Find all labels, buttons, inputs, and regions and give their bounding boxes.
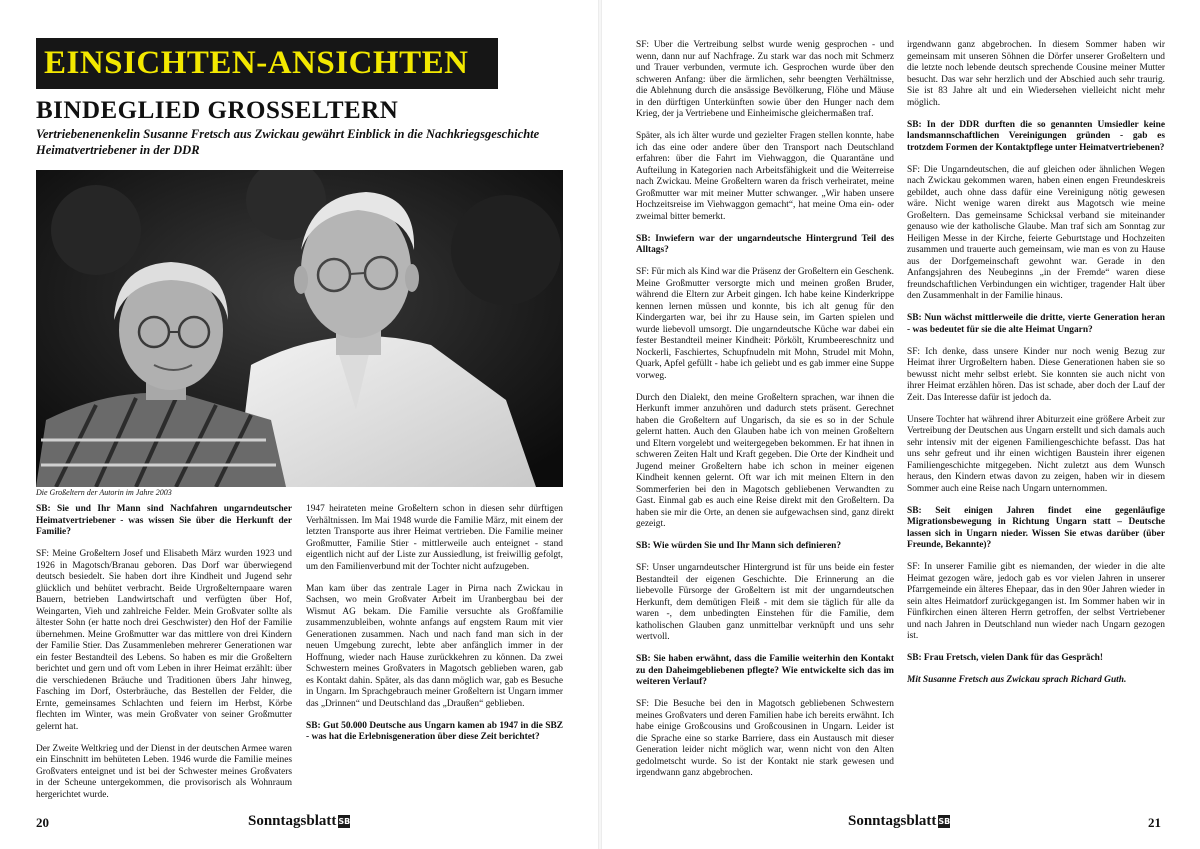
interview-question: SB: Sie und Ihr Mann sind Nachfahren ungarndeutscher Heimatvertriebener - was wissen Sie über die Herkunft der Familie? — [36, 504, 292, 537]
interview-question: SB: Seit einigen Jahren findet eine gegenläufige Migrationsbewegung in Richtung Ungarn statt – Deutsche lassen sich in Ungarn nieder. Wissen Sie etwas darüber (über Freunde, Bekannte)? — [907, 505, 1165, 550]
interview-answer: Man kam über das zentrale Lager in Pirna nach Zwickau in Sachsen, wo mein Großvater Arbeit im Uranbergbau bei der Wismut AG bekam. Die Familie versuchte als Großfamilie zusammenzubleiben, wohnte anfangs auf engstem Raum mit vier Generationen zusammen. Nach und nach fand man sich in der neuen Umgebung zurecht, lebte aber anfänglich immer in der Hoffnung, wieder nach Hause zurückkehren zu können. Da zwei Schwestern meines Großvaters in Magotsch geblieben waren, gab es Kontakt dahin. Später, als das dann möglich war, gab es Besuche in Ungarn. Im Sprachgebrauch meiner Großeltern ist Ungarn immer das „Drinnen“ und Deutschland das „Draußen“ geblieben. — [306, 583, 563, 709]
right-page — [600, 0, 1200, 849]
interview-question: SB: Inwiefern war der ungarndeutsche Hintergrund Teil des Alltags? — [636, 233, 894, 255]
interview-answer: SF: Über die Vertreibung selbst wurde wenig gesprochen - und wenn, dann nur auf Nachfrage. Zu stark war das noch mit Schmerz und Trauer verbunden, vermute ich. Gesprochen wurde über den schweren Anfang: über die ärmlichen, sehr beengten Verhältnisse, die Ablehnung durch die ansässige Bevölkerung, Flöhe und Mäuse in den dürftigen Unterkünften sowie über den Hunger nach dem Krieg, der ja Vertriebene und Einheimische gleichermaßen traf. — [636, 40, 894, 119]
interview-answer: SF: Die Ungarndeutschen, die auf gleichen oder ähnlichen Wegen nach Zwickau gekommen waren, haben einen engen Freundeskreis gebildet, auch ohne dass dafür eine Vereinigung nötig gewesen wäre. Nicht wenige waren direkt aus Magotsch wie meine Großeltern. Das gemeinsame Schicksal verband sie miteinander genauso wie der katholische Glaube. Man traf sich am Sonntag zur Heiligen Messe in der Kirche, feierte Geburtstage und Hochzeiten zusammen und trauerte auch gemeinsam, wie man es von zu Hause aus der Dorfgemeinschaft gewohnt war. Gerade in den Anfangsjahren des Neubeginns „in der Fremde“ waren diese freundschaftlichen Verbindungen ein wichtiger, tragender Halt über den Zusammenhalt in der Familie hinaus. — [907, 164, 1165, 301]
interview-question: SB: In der DDR durften die so genannten Umsiedler keine landsmannschaftlichen Vereinigungen gründen - gab es trotzdem Formen der Kontaktpflege unter Heimatvertriebenen? — [907, 119, 1165, 153]
interview-answer: 1947 heirateten meine Großeltern schon in diesen sehr dürftigen Verhältnissen. Im Mai 1948 wurde die Familie März, mit einem der letzten Transporte aus ihrer Heimat vertrieben. Die Familie meiner Großmutter, Familie Stier - mittlerweile auch enteignet - stand eigentlich nicht auf der Liste zur Aussiedlung, ist freiwillig gefolgt, um den Familienverbund mit der Tochter nicht aufzugeben. — [306, 504, 563, 572]
masthead-text: Sonntagsblatt — [848, 813, 937, 829]
text-column-2 — [306, 504, 563, 812]
interview-answer: Später, als ich älter wurde und gezielter Fragen stellen konnte, habe ich das eine oder andere über den Transport nach Deutschland erfahren: über die Fahrt im Viehwaggon, die Quarantäne und Aufteilung in Kategorien nach Arbeitsfähigkeit und die Weiterreise nach Zwickau. Meine Großeltern waren da frisch verheiratet, meine Großmutter war mit meiner Mutter schwanger. „Wir haben unsere Hochzeitsreise im Viehwaggon gemacht“, hat meine Oma ein- oder zweimal bitter bemerkt. — [636, 131, 894, 222]
interview-credit: Mit Susanne Fretsch aus Zwickau sprach Richard Guth. — [907, 675, 1127, 685]
section-banner — [36, 38, 498, 89]
masthead-logo-icon: SB — [938, 817, 951, 826]
masthead-left — [248, 813, 350, 830]
interview-question: SB: Sie haben erwähnt, dass die Familie weiterhin den Kontakt zu den Daheimgebliebenen pflegte? Wie entwickelte sich das im weiteren Verlauf? — [636, 654, 894, 687]
interview-answer: SF: In unserer Familie gibt es niemanden, der wieder in die alte Heimat gezogen wäre, jedoch gab es vor vielen Jahren in unserer Pfarrgemeinde ein älteres Ehepaar, das in den 90er Jahren wieder in sein altes Heimatdorf zurückgegangen ist. Im Sommer haben wir in Fünfkirchen einen älteren Herrn getroffen, der selbst Vertriebener und nach Jahren in Deutschland nun wieder nach Ungarn gezogen ist. — [907, 562, 1165, 641]
interview-answer: SF: Für mich als Kind war die Präsenz der Großeltern ein Geschenk. Meine Großmutter versorgte mich und meinen großen Bruder, während die Eltern zur Arbeit gingen. Ich habe keine Kinderkrippe kennen lernen müssen und konnte, bis ich alt genug für den Kindergarten war, bei ihr zu Hause sein, im Garten spielen und wurde liebevoll umsorgt. Die ungarndeutsche Küche war dabei ein fester Bestandteil meiner Kindheit: Pörkölt, Krumbeereschnitz und Nockerli, Faschiertes, Schupfnudeln mit Mohn, Strudel mit Mohn, Quark, Apfel gefüllt - habe ich geliebt und es gab immer eine Suppe vorweg. — [636, 267, 894, 381]
interview-question: SB: Nun wächst mittlerweile die dritte, vierte Generation heran - was bedeutet für sie die alte Heimat Ungarn? — [907, 313, 1165, 335]
interview-answer: Der Zweite Weltkrieg und der Dienst in der deutschen Armee waren ein Einschnitt im behüteten Leben. 1946 wurde die Familie meines Großvaters enteignet und ist bei der Schwester meines Großvaters in der Scheune untergekommen, die provisorisch als Wohnraum hergerichtet wurde. — [36, 743, 292, 800]
masthead-right — [848, 813, 950, 830]
page-number-left: 20 — [36, 815, 49, 830]
interview-answer: SF: Unser ungarndeutscher Hintergrund ist für uns beide ein fester Bestandteil der eigenen Geschichte. Die Erinnerung an die liebevolle Fürsorge der Großeltern ist mit der ungarndeutschen Herkunft, dem demütigen Fleiß - mit dem sie täglich für alle da waren -, dem unbedingten Einstehen für die Familie, dem katholischen Glauben ganz unmittelbar verknüpft und uns sehr wertvoll. — [636, 563, 894, 642]
text-column-4 — [907, 40, 1165, 810]
grandparents-photo — [36, 170, 563, 487]
text-column-1 — [36, 504, 292, 812]
masthead-logo-icon: SB — [338, 817, 351, 826]
section-banner-text: EINSICHTEN-ANSICHTEN — [44, 45, 469, 81]
page-number-right: 21 — [1148, 815, 1161, 830]
interview-answer: Unsere Tochter hat während ihrer Abiturzeit eine größere Arbeit zur Vertreibung der Deutschen aus Ungarn erstellt und sich damals auch sehr intensiv mit der eigenen Familiengeschichte befasst. Das hat uns sehr gefreut und ihr einen wichtigen Baustein ihrer eigenen Familiengeschichte mitgegeben. Nicht zuletzt aus dem Wunsch heraus, den Kindern etwas davon zu zeigen, haben wir in diesem Sommer auch eine Reise nach Ungarn unternommen. — [907, 414, 1165, 494]
interview-answer: SF: Ich denke, dass unsere Kinder nur noch wenig Bezug zur Heimat ihrer Urgroßeltern haben. Diese Generationen haben sie so bewusst nicht mehr selbst erlebt. Sie konnten sie auch nicht von ihrer Heimat erzählen hören. Das ist schade, aber doch der Lauf der Zeit. Das Interesse dafür ist jedoch da. — [907, 346, 1165, 403]
text-column-3 — [636, 40, 894, 810]
interview-question: SB: Gut 50.000 Deutsche aus Ungarn kamen ab 1947 in die SBZ - was hat die Erlebnisgeneration über diese Zeit berichtet? — [306, 720, 563, 742]
photo-illustration — [36, 170, 563, 487]
interview-answer: SF: Die Besuche bei den in Magotsch gebliebenen Schwestern meines Großvaters und deren Familien habe ich bereits erwähnt. Ich habe einige Großcousins und Großcousinen in Ungarn. Leider ist die Sprache eine so starke Barriere, dass ein Austausch mit dieser Generation leider nicht möglich war, wenn nicht von den Alten gedolmetscht wurde. So ist der Kontakt nie stark gewesen und irgendwann ganz abgebrochen. — [636, 699, 894, 778]
photo-caption: Die Großeltern der Autorin im Jahre 2003 — [36, 488, 172, 497]
interview-question: SB: Wie würden Sie und Ihr Mann sich definieren? — [636, 541, 842, 551]
interview-answer: irgendwann ganz abgebrochen. In diesem Sommer haben wir gemeinsam mit unseren Söhnen die Dörfer unserer Großeltern und die letzte noch lebende deutsch sprechende Cousine meiner Mutter besucht. Das war sehr herzlich und der Abschied auch sehr traurig. Sie ist 83 Jahre alt und ein Wiedersehen vielleicht nicht mehr möglich. — [907, 40, 1165, 108]
article-headline: BINDEGLIED GROSSELTERN — [36, 97, 399, 124]
article-subheadline: Vertriebenenenkelin Susanne Fretsch aus Zwickau gewährt Einblick in die Nachkriegsgeschichte Heimatvertriebener in der DDR — [36, 127, 540, 157]
interview-answer: Durch den Dialekt, den meine Großeltern sprachen, war ihnen die Herkunft immer anzuhören und dadurch stets präsent. Gerechnet haben die Großeltern auf Ungarisch, da sie es so in der Schule gelernt hatten. Auch den Glauben habe ich von meinen Großeltern und Eltern vorgelebt und weitergegeben bekommen. Er hat ihnen in schweren Zeiten Halt und Kraft gegeben. Die Orte der Kindheit und Jugend meiner Großeltern habe ich schon in meiner eigenen Kindheit kennen gelernt. Oft war ich mit meinen Eltern in den Sommerferien bei den in Magotsch gebliebenen Verwandten zu Gast. Einmal gab es auch eine Reise direkt mit den Großeltern. Da haben sie mir die Orte, an denen sie aufgewachsen sind, ganz direkt gezeigt. — [636, 392, 894, 529]
masthead-text: Sonntagsblatt — [248, 813, 337, 829]
interview-question: SB: Frau Fretsch, vielen Dank für das Gespräch! — [907, 653, 1104, 663]
interview-answer: SF: Meine Großeltern Josef und Elisabeth März wurden 1923 und 1926 in Magotsch/Branau geboren. Das Dorf war überwiegend deutsch besiedelt. Sie haben dort ihre Kindheit und Jugend sehr glücklich und behütet verbracht. Beide Urgroßelternpaare waren Bauern, betrieben Landwirtschaft und verfügten über Hof, Weingarten, Vieh und zahlreiche Felder. Mein Großvater sollte als ältester Sohn (er hatte noch drei Geschwister) den Hof der Familie übernehmen. Meine Großmutter war das mittlere von drei Kindern der Familie Stier. Das Zusammenleben mehrerer Generationen war ein fester Bestandteil des Lebens. So haben es mir die Großeltern berichtet und gern und oft vom Leben in ihrer Heimat erzählt: über die verschiedenen Bräuche und Traditionen übers Jahr hinweg, Fasching im Dorf, Osterbräuche, das Bestellen der Felder, die Ernte, gemeinsames Schlachten und feiern im Herbst, Körbe flechten im Winter, was mein Großvater von seiner Großmutter gelernt hat. — [36, 549, 292, 732]
